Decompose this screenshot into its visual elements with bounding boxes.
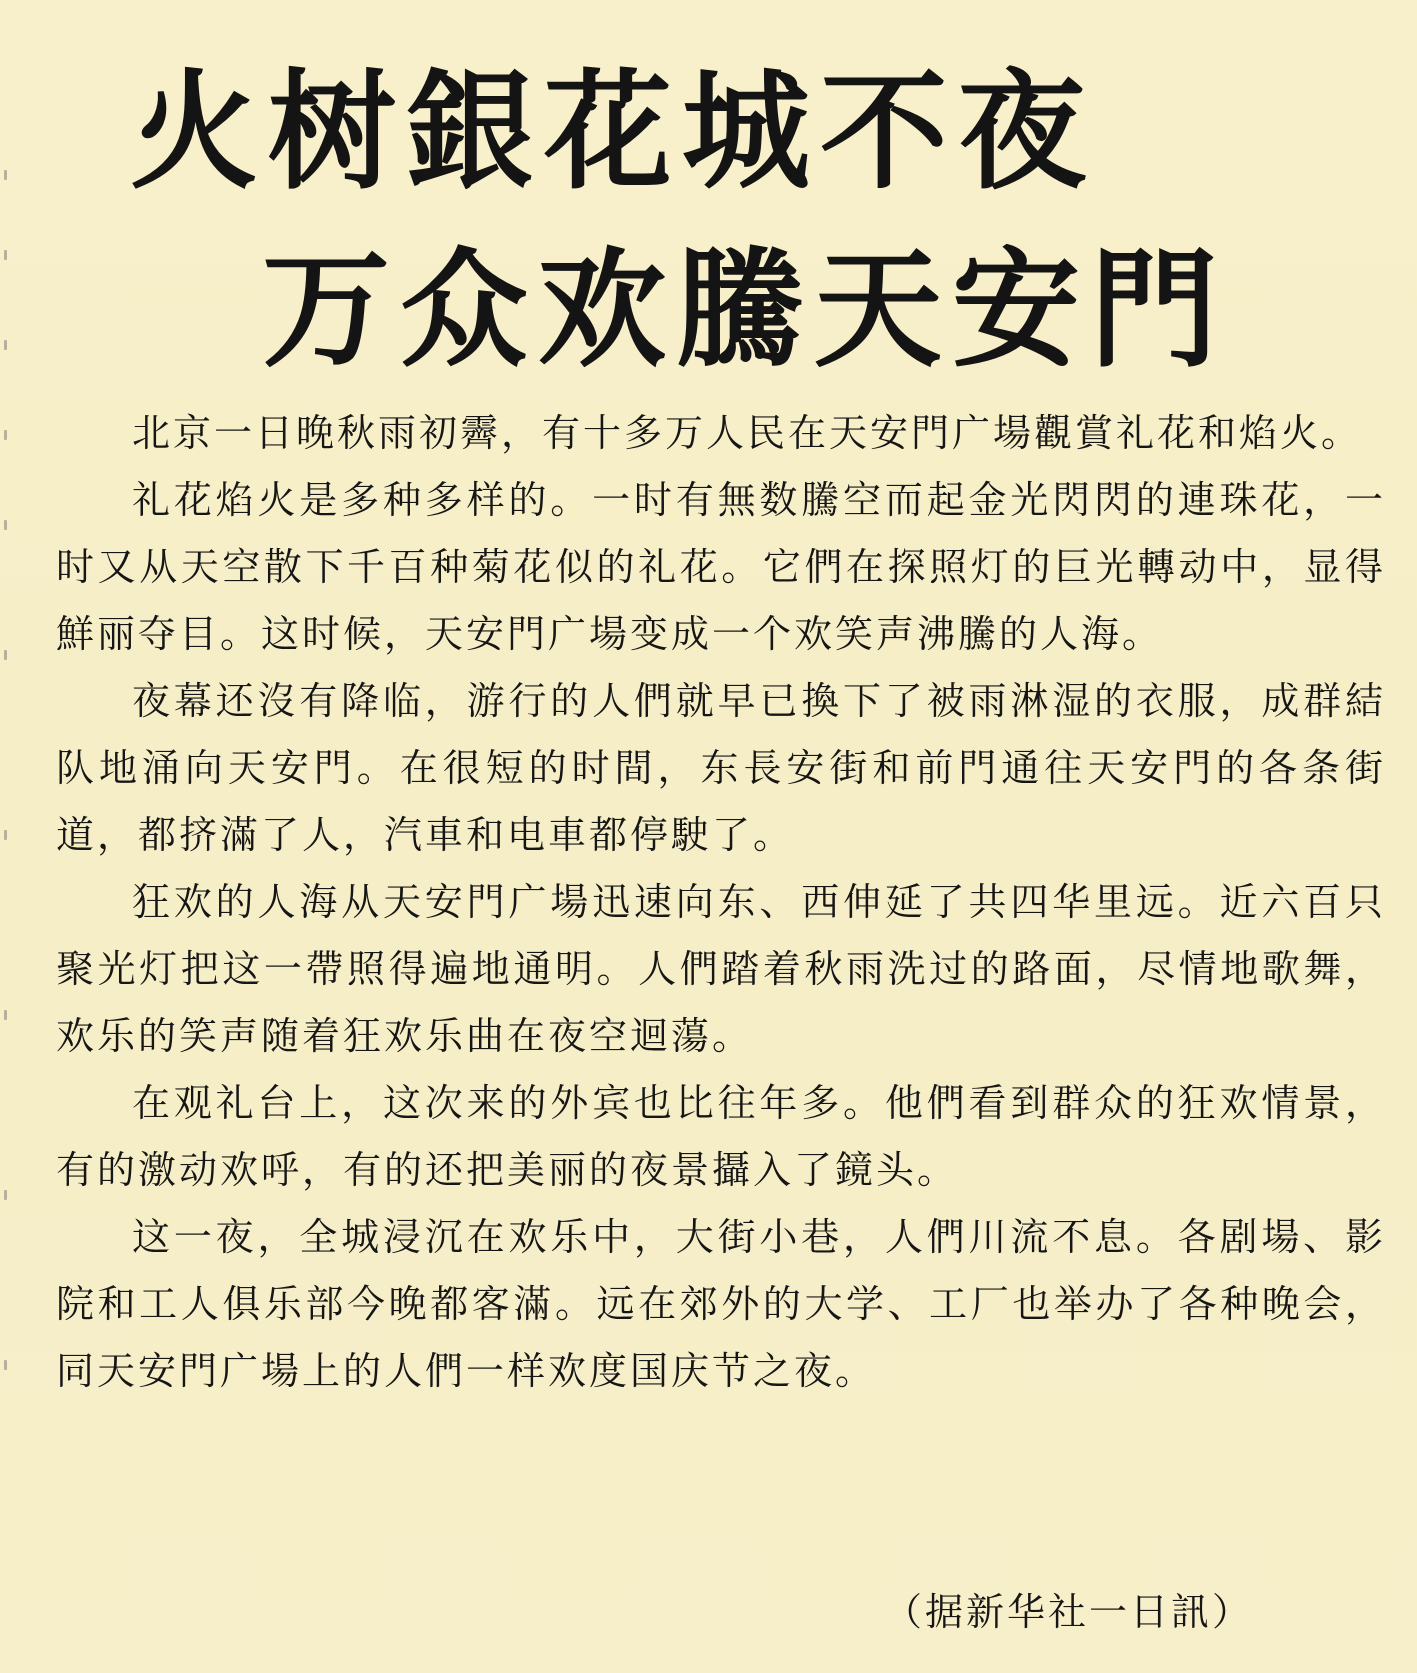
news-agency-credit: （据新华社一日訊） — [884, 1590, 1254, 1634]
paragraph: 狂欢的人海从天安門广場迅速向东、西伸延了共四华里远。近六百只聚光灯把这一帶照得遍地通明。人們踏着秋雨洗过的路面，尽情地歌舞，欢乐的笑声随着狂欢乐曲在夜空迴蕩。 — [56, 880, 1386, 1058]
paragraph: 礼花焰火是多种多样的。一时有無数騰空而起金光閃閃的連珠花，一时又从天空散下千百种菊花似的礼花。它們在探照灯的巨光轉动中，显得鮮丽夺目。这时候，天安門广場变成一个欢笑声沸騰的人海。 — [56, 478, 1386, 656]
paragraph: 夜幕还沒有降临，游行的人們就早已換下了被雨淋湿的衣服，成群結队地涌向天安門。在很短的时間，东長安街和前門通往天安門的各条街道，都挤滿了人，汽車和电車都停駛了。 — [56, 679, 1386, 857]
headline-line-1: 火树銀花城不夜 — [130, 57, 1097, 207]
margin-specks — [4, 130, 12, 1430]
paragraph: 北京一日晚秋雨初霽，有十多万人民在天安門广場觀賞礼花和焰火。 — [132, 411, 1363, 455]
paragraph: 在观礼台上，这次来的外宾也比往年多。他們看到群众的狂欢情景，有的激动欢呼，有的还把美丽的夜景攝入了鏡头。 — [56, 1081, 1386, 1192]
article-body — [56, 400, 1386, 1405]
paragraph: 这一夜，全城浸沉在欢乐中，大街小巷，人們川流不息。各剧場、影院和工人俱乐部今晚都客滿。远在郊外的大学、工厂也举办了各种晚会，同天安門广場上的人們一样欢度国庆节之夜。 — [56, 1215, 1386, 1393]
headline-line-2: 万众欢騰天安門 — [262, 235, 1229, 385]
